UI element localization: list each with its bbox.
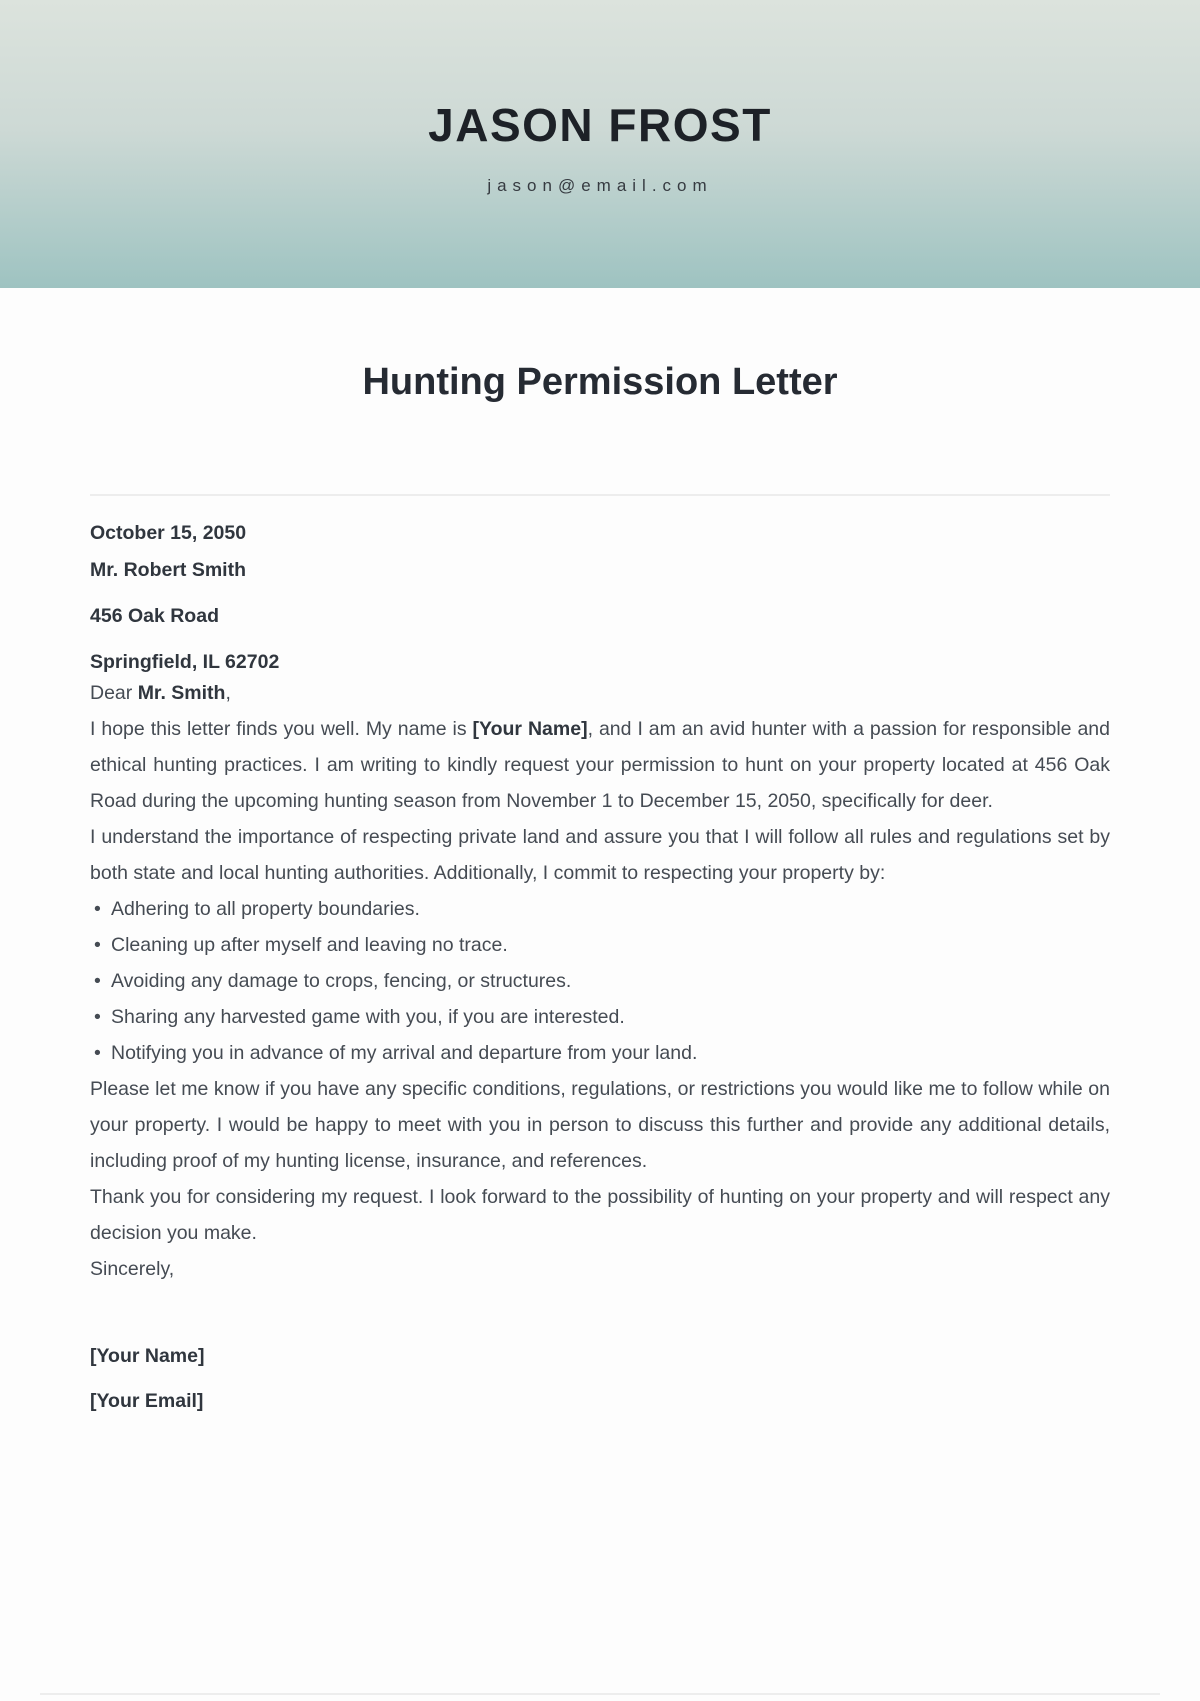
sender-name: JASON FROST bbox=[428, 99, 772, 151]
title-divider bbox=[90, 494, 1110, 496]
paragraph-thanks: Thank you for considering my request. I look forward to the possibility of hunting on your property and will respect any decision you make. bbox=[90, 1186, 1110, 1244]
salutation-recipient: Mr. Smith bbox=[137, 682, 226, 704]
letter-body bbox=[90, 675, 1110, 1414]
signature-name: [Your Name] bbox=[90, 1345, 205, 1367]
letter-header bbox=[0, 0, 1200, 288]
list-item-sharing: • Sharing any harvested game with you, if you are interested. bbox=[94, 999, 1110, 1035]
closing: Sincerely, bbox=[90, 1258, 175, 1280]
paragraph-conditions: Please let me know if you have any specific conditions, regulations, or restrictions you would like me to follow while on your property. I would be happy to meet with you in person to discuss this further and provide any additional details, including proof of my hunting license, insurance, and references. bbox=[90, 1078, 1110, 1172]
commitment-list bbox=[90, 891, 1110, 1071]
recipient-name: Mr. Robert Smith bbox=[90, 559, 247, 581]
list-item-cleaning: • Cleaning up after myself and leaving no trace. bbox=[94, 927, 1110, 963]
intro-text-before: I hope this letter finds you well. My name is bbox=[90, 718, 473, 740]
paragraph-rules: I understand the importance of respecting private land and assure you that I will follow all rules and regulations set by both state and local hunting authorities. Additionally, I commit to respecting your property by: bbox=[90, 826, 1110, 884]
letter-content bbox=[0, 360, 1200, 1414]
list-item-damage: • Avoiding any damage to crops, fencing, or structures. bbox=[94, 963, 1110, 999]
salutation-suffix: , bbox=[225, 682, 231, 704]
letter-date: October 15, 2050 bbox=[90, 522, 247, 544]
address-block bbox=[90, 520, 1110, 675]
salutation-prefix: Dear bbox=[90, 682, 138, 704]
paragraph-intro bbox=[90, 711, 1110, 819]
recipient-street: 456 Oak Road bbox=[90, 605, 219, 627]
signature-email: [Your Email] bbox=[90, 1390, 204, 1412]
page-bottom-divider bbox=[40, 1693, 1160, 1695]
your-name-placeholder: [Your Name] bbox=[472, 718, 588, 740]
sender-email: jason@email.com bbox=[487, 176, 713, 195]
list-item-notifying: • Notifying you in advance of my arrival and departure from your land. bbox=[94, 1035, 1110, 1071]
intro-text-after: , and I am an avid hunter with a passion for responsible and ethical hunting practices. I am writing to kindly request your permission to hunt on your property located at 456 Oak Road during the upcoming hunting season from November 1 to December 15, 2050, specifically for deer. bbox=[90, 718, 1110, 812]
letter-title: Hunting Permission Letter bbox=[362, 361, 838, 403]
salutation bbox=[90, 675, 1110, 711]
list-item-boundaries: • Adhering to all property boundaries. bbox=[94, 891, 1110, 927]
recipient-city: Springfield, IL 62702 bbox=[90, 651, 280, 673]
